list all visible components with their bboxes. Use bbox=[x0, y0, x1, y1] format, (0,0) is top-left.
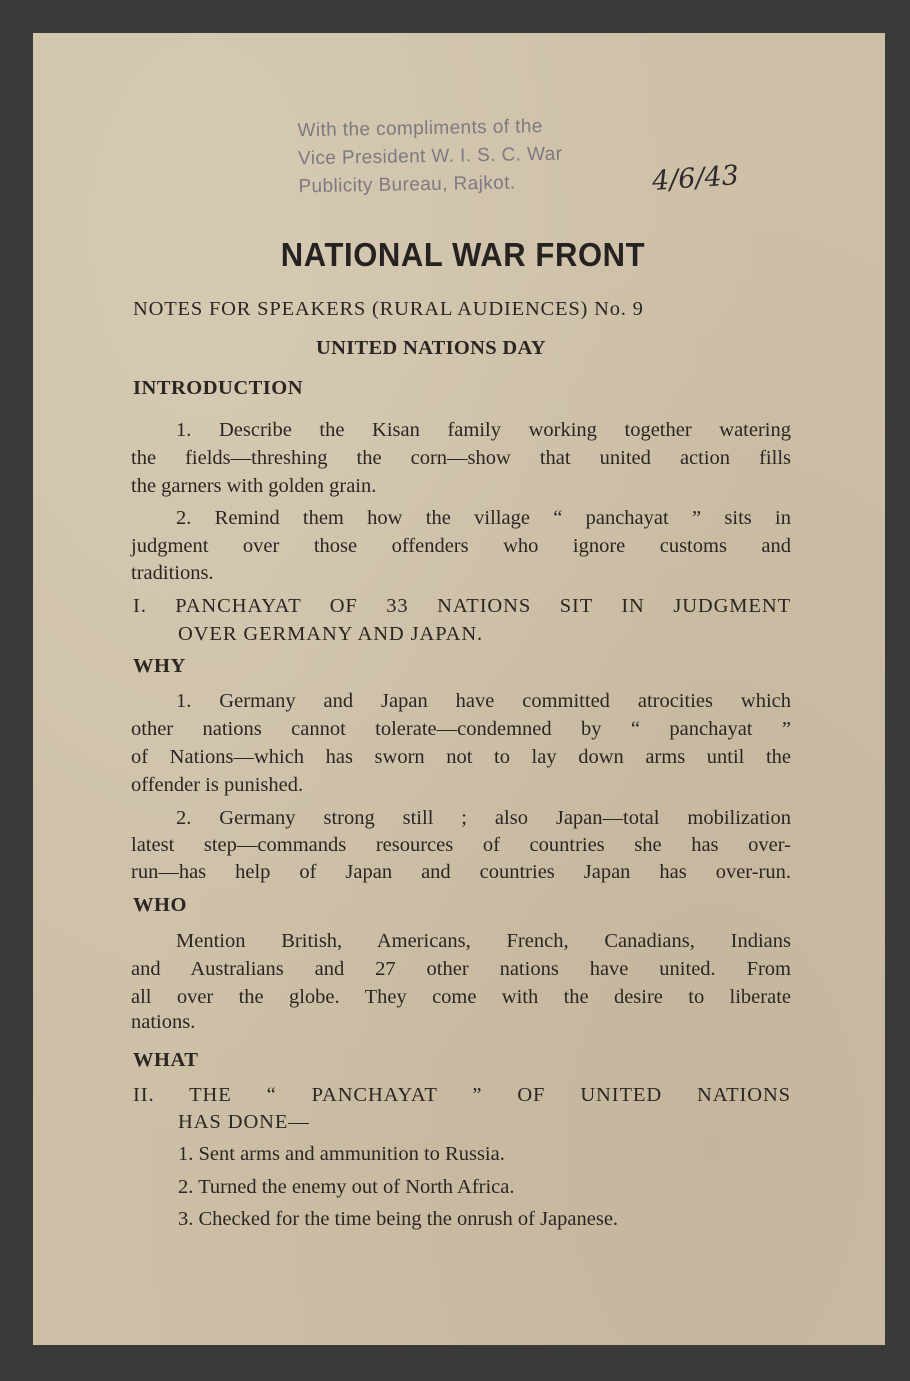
paragraph-line: 1. Germany and Japan have committed atrocities which bbox=[176, 690, 791, 712]
paragraph-line: 2. Germany strong still ; also Japan—total mobilization bbox=[176, 807, 791, 829]
paragraph-line: nations. bbox=[131, 1011, 196, 1033]
stamp-line: Vice President W. I. S. C. War bbox=[297, 143, 563, 170]
paragraph-line: run—has help of Japan and countries Japan has over-run. bbox=[131, 861, 791, 883]
document-subtitle: NOTES FOR SPEAKERS (RURAL AUDIENCES) No. 9 bbox=[133, 298, 644, 320]
compliments-stamp bbox=[297, 113, 563, 202]
section-two-title: II. THE “ PANCHAYAT ” OF UNITED NATIONS bbox=[133, 1084, 791, 1106]
paragraph-line: Mention British, Americans, French, Canadians, Indians bbox=[176, 930, 791, 952]
topic-heading: UNITED NATIONS DAY bbox=[316, 337, 546, 359]
paragraph-line: 2. Remind them how the village “ panchayat ” sits in bbox=[176, 507, 791, 529]
handwritten-date: 4/6/43 bbox=[651, 160, 740, 197]
paragraph-line: and Australians and 27 other nations have united. From bbox=[131, 958, 791, 980]
stamp-line: With the compliments of the bbox=[297, 116, 543, 142]
list-item: 1. Sent arms and ammunition to Russia. bbox=[178, 1143, 505, 1165]
section-one-title: I. PANCHAYAT OF 33 NATIONS SIT IN JUDGMENT bbox=[133, 595, 791, 617]
paragraph-line: traditions. bbox=[131, 562, 214, 584]
paragraph-line: the garners with golden grain. bbox=[131, 475, 377, 497]
paragraph-line: other nations cannot tolerate—condemned by “ panchayat ” bbox=[131, 718, 791, 740]
paragraph-line: judgment over those offenders who ignore customs and bbox=[131, 535, 791, 557]
paragraph-line: latest step—commands resources of countries she has over- bbox=[131, 834, 791, 856]
paragraph-line: all over the globe. They come with the desire to liberate bbox=[131, 986, 791, 1008]
paragraph-line: of Nations—which has sworn not to lay down arms until the bbox=[131, 746, 791, 768]
section-heading-introduction: INTRODUCTION bbox=[133, 377, 304, 399]
paragraph-line: 1. Describe the Kisan family working together watering bbox=[176, 419, 791, 441]
document-title: NATIONAL WAR FRONT bbox=[280, 235, 646, 274]
paragraph-line: the fields—threshing the corn—show that united action fills bbox=[131, 447, 791, 469]
stamp-line: Publicity Bureau, Rajkot. bbox=[298, 172, 516, 198]
list-item: 3. Checked for the time being the onrush of Japanese. bbox=[178, 1208, 619, 1230]
section-heading-what: WHAT bbox=[133, 1049, 199, 1071]
paragraph-line: offender is punished. bbox=[131, 774, 304, 796]
section-heading-who: WHO bbox=[133, 894, 187, 916]
section-one-title: OVER GERMANY AND JAPAN. bbox=[178, 623, 484, 645]
section-heading-why: WHY bbox=[133, 655, 186, 677]
section-two-title: HAS DONE— bbox=[178, 1111, 310, 1133]
list-item: 2. Turned the enemy out of North Africa. bbox=[178, 1176, 515, 1198]
